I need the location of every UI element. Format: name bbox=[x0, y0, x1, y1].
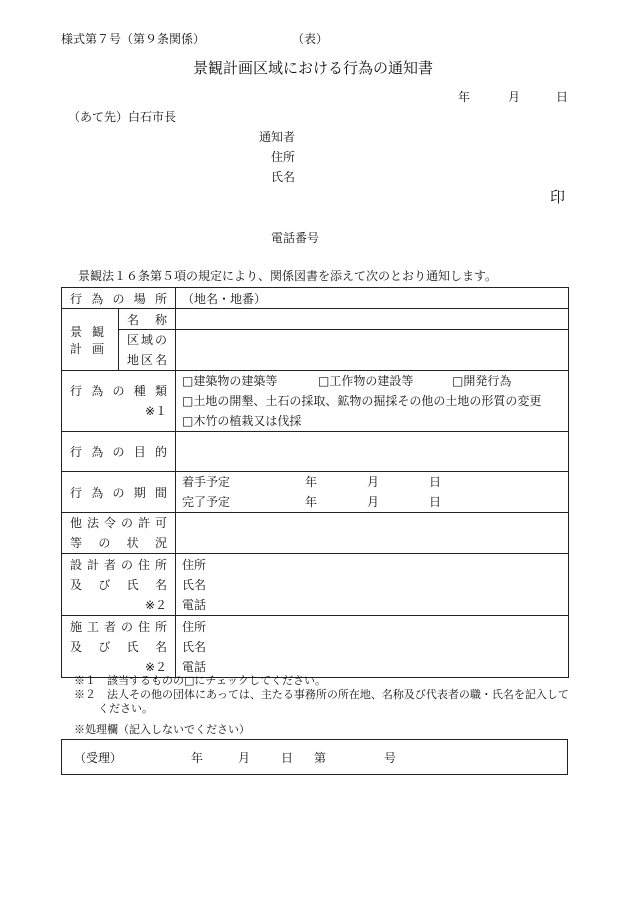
start-label: 着手予定 bbox=[182, 475, 231, 489]
builder-label-1: 施 工 者 の 住 所 bbox=[70, 619, 168, 634]
addressee: （あて先）白石市長 bbox=[68, 110, 177, 124]
end-month: 月 bbox=[367, 495, 380, 509]
reception-number-prefix: 第 bbox=[314, 751, 327, 765]
row-keikan-name bbox=[62, 309, 569, 330]
notification-table bbox=[61, 287, 569, 678]
option-development[interactable]: □開発行為 bbox=[452, 374, 512, 388]
designer-label-2: 及 び 氏 名 bbox=[70, 577, 167, 592]
builder-address-label: 住所 bbox=[182, 619, 207, 634]
row-period bbox=[62, 472, 569, 513]
seal-mark: 印 bbox=[550, 188, 566, 206]
row-designer bbox=[62, 554, 569, 616]
notifier-address-label: 住所 bbox=[271, 150, 296, 164]
form-side: （表） bbox=[292, 32, 329, 46]
builder-note2-mark: ※２ bbox=[144, 659, 168, 674]
keikan-label-2: 計 画 bbox=[70, 341, 104, 356]
period-end bbox=[176, 492, 568, 512]
footnotes bbox=[74, 674, 574, 716]
end-day: 日 bbox=[429, 495, 442, 509]
period-label: 行 為 の 期 間 bbox=[70, 485, 168, 500]
purpose-field[interactable] bbox=[176, 432, 569, 472]
form-number: 様式第７号（第９条関係） bbox=[61, 32, 206, 46]
end-label: 完了予定 bbox=[182, 495, 231, 509]
option-structure[interactable]: □工作物の建設等 bbox=[318, 374, 414, 388]
area-label-2: 地 区 名 bbox=[127, 353, 168, 367]
designer-phone-label: 電話 bbox=[182, 597, 207, 612]
notifier-label: 通知者 bbox=[259, 130, 296, 144]
permit-field[interactable] bbox=[176, 513, 569, 554]
document-title: 景観計画区域における行為の通知書 bbox=[193, 59, 434, 77]
plan-name-label: 名 称 bbox=[127, 312, 168, 327]
area-name-field[interactable] bbox=[176, 330, 569, 371]
row-keikan-area bbox=[62, 330, 569, 371]
designer-name-label: 氏名 bbox=[182, 577, 207, 592]
type-options-row1 bbox=[176, 371, 568, 391]
designer-label-1: 設 計 者 の 住 所 bbox=[70, 557, 168, 572]
start-day: 日 bbox=[429, 475, 442, 489]
designer-address-label: 住所 bbox=[182, 557, 207, 572]
designer-note2-mark: ※２ bbox=[144, 597, 168, 612]
type-note1-mark: ※１ bbox=[144, 404, 168, 418]
option-tree[interactable]: □木竹の植栽又は伐採 bbox=[182, 414, 302, 428]
location-hint: （地名・地番） bbox=[182, 291, 267, 306]
notifier-name-label: 氏名 bbox=[271, 170, 296, 184]
option-building[interactable]: □建築物の建築等 bbox=[182, 374, 278, 388]
reception-day: 日 bbox=[281, 751, 294, 765]
plan-name-field[interactable] bbox=[176, 309, 569, 330]
permit-label-2: 等 の 状 況 bbox=[70, 536, 167, 550]
area-label-1: 区 域 の bbox=[127, 333, 168, 347]
start-month: 月 bbox=[367, 475, 380, 489]
reception-year: 年 bbox=[191, 751, 204, 765]
reception-number-suffix: 号 bbox=[384, 751, 397, 765]
option-land-change[interactable]: □土地の開墾、土石の採取、鉱物の掘採その他の土地の形質の変更 bbox=[182, 394, 542, 408]
row-type bbox=[62, 371, 569, 432]
start-year: 年 bbox=[305, 475, 318, 489]
reception-box bbox=[61, 739, 568, 775]
processing-column-label: ※処理欄（記入しないでください） bbox=[74, 723, 250, 736]
reception-month: 月 bbox=[238, 751, 251, 765]
row-purpose bbox=[62, 432, 569, 472]
row-builder bbox=[62, 616, 569, 678]
end-year: 年 bbox=[305, 495, 318, 509]
keikan-keikaku-label bbox=[62, 323, 118, 357]
notifier-phone-label: 電話番号 bbox=[271, 231, 320, 245]
row-location bbox=[62, 288, 569, 309]
date-day-label: 日 bbox=[556, 90, 569, 104]
period-start bbox=[176, 472, 568, 492]
date-month-label: 月 bbox=[508, 90, 521, 104]
footnote-2b: ください。 bbox=[98, 702, 153, 715]
footnote-1: ※１ 該当するものの□にチェックしてください。 bbox=[74, 674, 327, 687]
type-label: 行 為 の 種 類 bbox=[70, 384, 168, 398]
purpose-label: 行 為 の 目 的 bbox=[70, 445, 168, 459]
location-label: 行 為 の 場 所 bbox=[70, 291, 168, 306]
footnote-2a: ※２ 法人その他の団体にあっては、主たる事務所の所在地、名称及び代表者の職・氏名を記入して bbox=[74, 688, 569, 701]
date-year-label: 年 bbox=[458, 90, 471, 104]
permit-label-1: 他 法 令 の 許 可 bbox=[70, 516, 168, 530]
builder-label-2: 及 び 氏 名 bbox=[70, 639, 167, 654]
keikan-label-1: 景 観 bbox=[70, 324, 104, 339]
builder-name-label: 氏名 bbox=[182, 639, 207, 654]
intro-statement: 景観法１６条第５項の規定により、関係図書を添えて次のとおり通知します。 bbox=[78, 269, 498, 283]
reception-label: （受理） bbox=[74, 751, 123, 765]
builder-phone-label: 電話 bbox=[182, 659, 207, 674]
row-permit bbox=[62, 513, 569, 554]
